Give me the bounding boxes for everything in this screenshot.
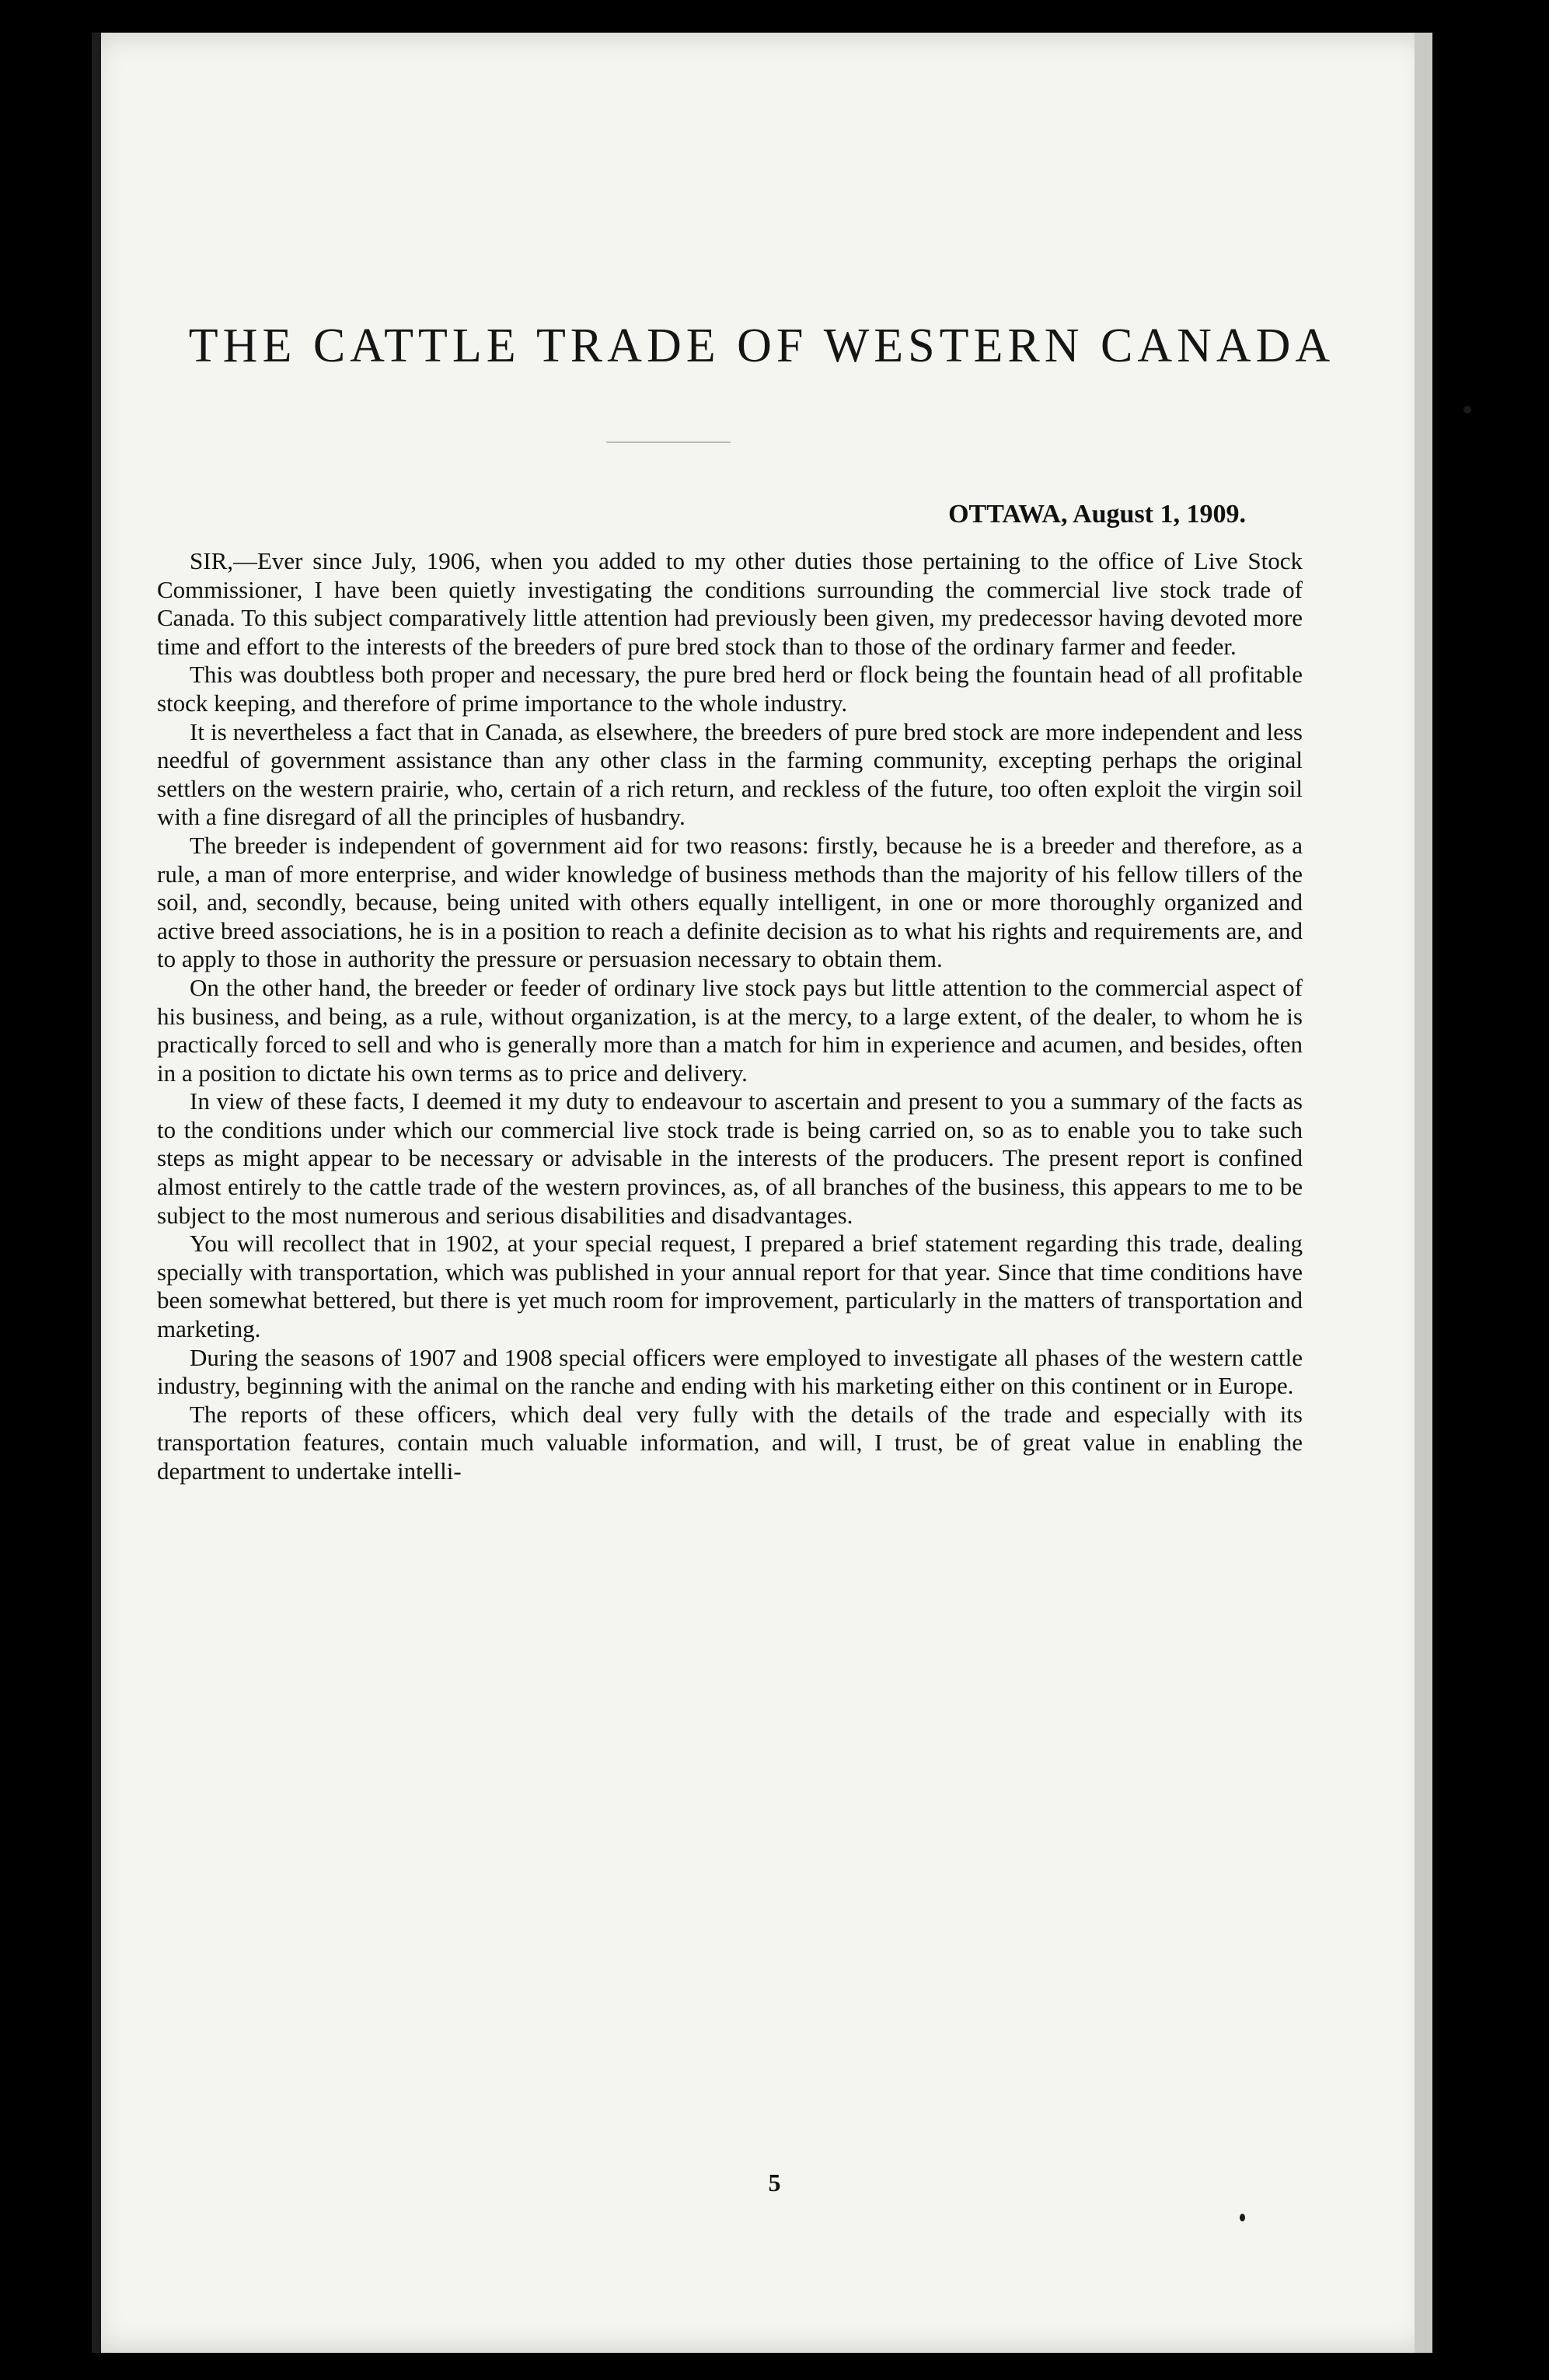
paragraph: SIR,—Ever since July, 1906, when you added to my other duties those pertaining to the office of Live Stock Commissioner, I have been quietly investigating the conditions surrounding the commercial live stock trade of Canada. To this subject comparatively little attention had previously been given, my predecessor having devoted more time and effort to the interests of the breeders of pure bred stock than to those of the ordinary farmer and feeder.: [157, 547, 1303, 660]
paragraph: On the other hand, the breeder or feeder of ordinary live stock pays but little attention to the commercial aspect of his business, and being, as a rule, without organization, is at the mercy, to a large extent, of the dealer, to whom he is practically forced to sell and who is generally more than a match for him in experience and acumen, and besides, often in a position to dictate his own terms as to price and delivery.: [157, 973, 1303, 1087]
film-speck: [933, 2276, 950, 2296]
body-text: [157, 547, 1303, 1486]
paragraph: During the seasons of 1907 and 1908 special officers were employed to investigate all phases of the western cattle industry, beginning with the animal on the ranche and ending with his marketing either on this continent or in Europe.: [157, 1343, 1303, 1400]
paragraph: You will recollect that in 1902, at your special request, I prepared a brief statement regarding this trade, dealing specially with transportation, which was published in your annual report for that year. Since that time conditions have been somewhat bettered, but there is yet much room for improvement, particularly in the matters of transportation and marketing.: [157, 1230, 1303, 1343]
page-edge-strip: [1415, 33, 1432, 2353]
dateline: OTTAWA, August 1, 1909.: [948, 500, 1246, 529]
film-speck: [1464, 406, 1471, 414]
page-number: 5: [768, 2169, 781, 2197]
paragraph: This was doubtless both proper and necessary, the pure bred herd or flock being the fountain head of all profitable stock keeping, and therefore of prime importance to the whole industry.: [157, 661, 1303, 717]
document-title: THE CATTLE TRADE OF WESTERN CANADA: [188, 319, 1335, 372]
paragraph: In view of these facts, I deemed it my duty to endeavour to ascertain and present to you a summary of the facts as to the conditions under which our commercial live stock trade is being carried on, so as to enable you to take such steps as might appear to be necessary or advisable in the interests of the producers. The present report is confined almost entirely to the cattle trade of the western provinces, as, of all branches of the business, this appears to me to be subject to the most numerous and serious disabilities and disadvantages.: [157, 1087, 1303, 1229]
paragraph: The breeder is independent of government aid for two reasons: firstly, because he is a breeder and therefore, as a rule, a man of more enterprise, and wider knowledge of business methods than the majority of his fellow tillers of the soil, and, secondly, because, being united with others equally intelligent, in one or more thoroughly organized and active breed associations, he is in a position to reach a definite decision as to what his rights and requirements are, and to apply to those in authority the pressure or persuasion necessary to obtain them.: [157, 831, 1303, 973]
film-speck: [1240, 2214, 1245, 2221]
paragraph: It is nevertheless a fact that in Canada, as elsewhere, the breeders of pure bred stock are more independent and less needful of government assistance than any other class in the farming community, excepting perhaps the original settlers on the western prairie, who, certain of a rich return, and reckless of the future, too often exploit the virgin soil with a fine disregard of all the principles of husbandry.: [157, 717, 1303, 831]
paragraph: The reports of these officers, which deal very fully with the details of the trade and especially with its transportation features, contain much valuable information, and will, I trust, be of great value in enabling the department to undertake intelli-: [157, 1400, 1303, 1485]
title-divider: [606, 441, 731, 443]
page-edge-rule: [92, 33, 101, 2353]
